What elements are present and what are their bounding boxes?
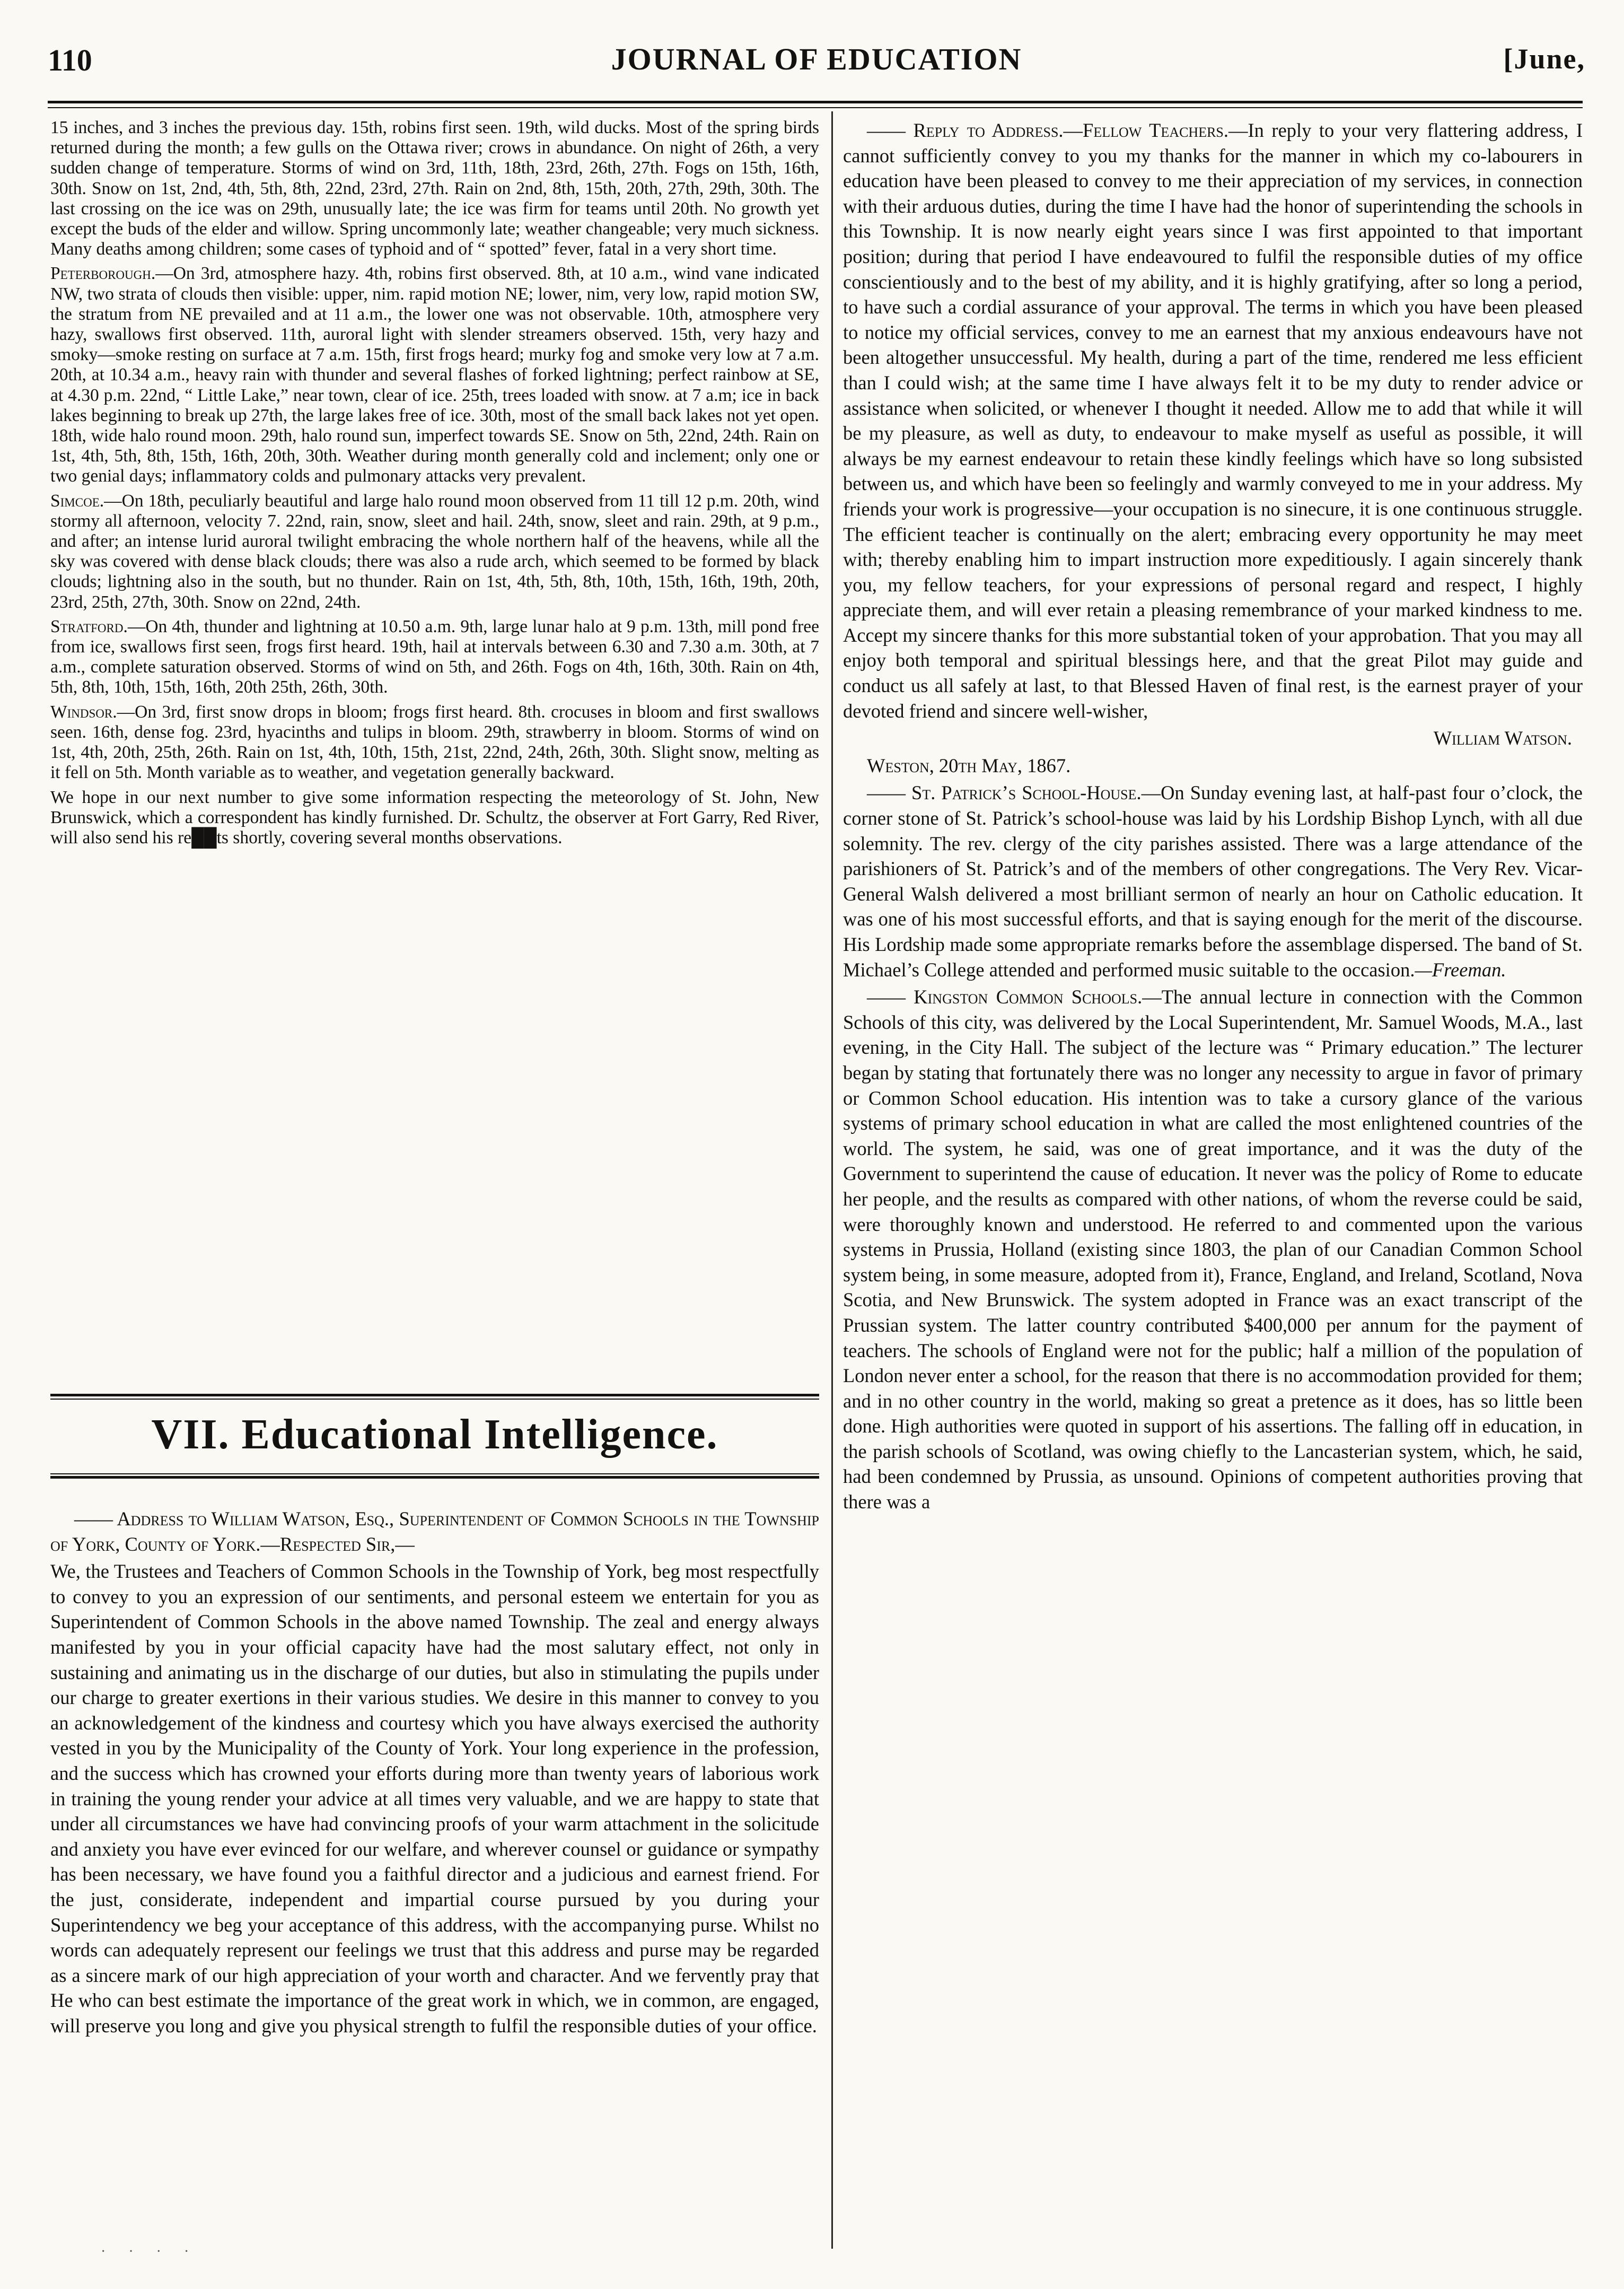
right-column	[843, 118, 1583, 2260]
reply-article	[843, 118, 1583, 723]
address-paragraph	[50, 1506, 819, 1557]
station-name: Simcoe.	[50, 491, 104, 511]
page-header	[48, 37, 1585, 95]
address-heading: —— Address to William Watson, Esq., Superintendent of Common Schools in the Township of York, County of York.—Respected Sir,—	[50, 1508, 819, 1555]
reply-dateline: Weston, 20th May, 1867.	[867, 754, 1071, 776]
st-patrick-heading: —— St. Patrick’s School-House.	[867, 782, 1142, 804]
station-text: —On 4th, thunder and lightning at 10.50 a.m. 9th, large lunar halo at 9 p.m. 13th, mill pond free from ice, swallows first seen, frogs first heard. 19th, hail at intervals between 6.30 and 7.30 a.m. 30th, at 7 a.m., complete saturation observed. Storms of wind on 5th, and 26th. Fogs on 4th, 16th, 30th. Rain on 4th, 5th, 8th, 10th, 15th, 16th, 20th 25th, 26th, 30th.	[50, 616, 819, 697]
address-body: We, the Trustees and Teachers of Common Schools in the Township of York, beg most respectfully to convey to you an expression of our sentiments, and personal esteem we entertain for you as Superintendent of Common Schools in the above named Township. The zeal and energy always manifested by you in your official capacity have had the most salutary effect, not only in sustaining and animating us in the discharge of our duties, but also in stimulating the pupils under our charge to greater exertions in their various studies. We desire in this manner to convey to you an acknowledgement of the kindness and courtesy which you have always exercised the authority vested in you by the Municipality of the County of York. Your long experience in the profession, and the success which has crowned your efforts during more than twenty years of laborious work in training the young render your advice at all times very valuable, and we are happy to state that under all circumstances we have had convincing proofs of your warm attachment in the solicitude and anxiety you have ever evinced for our welfare, and wherever counsel or guidance or sympathy has been necessary, we have found you a faithful director and a judicious and earnest friend. For the just, considerate, independent and impartial course pursued by you during your Superintendency we beg your acceptance of this address, with the accompanying purse. Whilst no words can adequately represent our feelings we trust that this address and purse may be regarded as a sincere mark of our high appreciation of your worth and character. And we fervently pray that He who can best estimate the importance of the great work in which, we in common, are engaged, will preserve you long and give you physical strength to fulfil the responsible duties of your office.	[50, 1560, 819, 2037]
meteorology-closing: We hope in our next number to give some information respecting the meteorology of St. John, New Brunswick, which a correspondent has kindly furnished. Dr. Schultz, the observer at Fort Garry, Red River, will also send his re██ts shortly, covering several months observations.	[50, 787, 819, 848]
column-divider	[831, 111, 833, 2249]
section-rule-bottom	[50, 1473, 819, 1479]
meteorology-section	[50, 118, 819, 1385]
header-rule	[48, 101, 1583, 108]
address-article	[50, 1506, 819, 2270]
reply-heading: —— Reply to Address.—Fellow Teachers.	[867, 119, 1229, 141]
kingston-article	[843, 984, 1583, 1514]
stratford-report	[50, 617, 819, 698]
st-patrick-article	[843, 780, 1583, 982]
kingston-heading: —— Kingston Common Schools.	[867, 986, 1143, 1008]
st-patrick-body: —On Sunday evening last, at half-past four o’clock, the corner stone of St. Patrick’s school-house was laid by his Lordship Bishop Lynch, with all due solemnity. The rev. clergy of the city parishes assisted. There was a large attendance of the parishioners of St. Patrick’s and of the members of other congregations. The Very Rev. Vicar-General Walsh delivered a most brilliant sermon of nearly an hour on Catholic education. It was one of his most successful efforts, and that is saying enough for the merit of the discourse. His Lordship made some appropriate remarks before the assemblage dispersed. The band of St. Michael’s College attended and performed music suitable to the occasion.	[843, 782, 1583, 981]
section-rule-top	[50, 1394, 819, 1400]
journal-title: JOURNAL OF EDUCATION	[611, 42, 1022, 76]
station-name: Windsor.	[50, 702, 117, 722]
page-speckle: · · · ·	[101, 2243, 199, 2260]
station-text: —On 3rd, atmosphere hazy. 4th, robins first observed. 8th, at 10 a.m., wind vane indicated NW, two strata of clouds then visible: upper, nim. rapid motion NE; lower, nim, very low, rapid motion SW, the stratum from NE prevailed and at 11 a.m., the lower one was not observable. 10th, atmosphere very hazy, swallows first observed. 11th, auroral light with slender streamers observed. 15th, very hazy and smoky—smoke resting on surface at 7 a.m. 15th, first frogs heard; murky fog and smoke very low at 7 a.m. 20th, at 10.34 a.m., heavy rain with thunder and several flashes of forked lightning; perfect rainbow at SE, at 4.30 p.m. 22nd, “ Little Lake,” near town, clear of ice. 25th, trees loaded with snow. at 7 a.m; ice in back lakes beginning to break up 27th, the large lakes free of ice. 30th, most of the small back lakes not yet open. 18th, wide halo round moon. 29th, halo round sun, imperfect towards SE. Snow on 5th, 22nd, 24th. Rain on 1st, 4th, 5th, 8th, 15th, 16th, 20th, 30th. Weather during month generally cold and inclement; only one or two genial days; inflammatory colds and pulmonary attacks very prevalent.	[50, 264, 819, 486]
kingston-body: —The annual lecture in connection with the Common Schools of this city, was delivered by the Local Superintendent, Mr. Samuel Woods, M.A., last evening, in the City Hall. The subject of the lecture was “ Primary education.” The lecturer began by stating that fortunately there was no longer any necessity to argue in favor of primary or Common School education. His intention was to take a cursory glance of the various systems of primary school education in what are called the most enlightened countries of the world. The system, he said, was one of great importance, and it was the duty of the Government to superintend the cause of education. It never was the policy of Rome to educate her people, and the results as compared with other nations, of whom the reverse could be said, were thoroughly known and understood. He referred to and commented upon the various systems in Prussia, Holland (existing since 1803, the plan of our Canadian Common School system being, in some measure, adopted from it), France, England, and Ireland, Scotland, Nova Scotia, and New Brunswick. The system adopted in France was an exact transcript of the Prussian system. The latter country contributed $400,000 per annum for the payment of teachers. The schools of England were not for the public; half a million of the population of London never enter a school, for the reason that there is no accommodation provided for them; and in no other country in the world, making so great a pretence as it does, has so little been done. High authorities were quoted in support of his assertions. The falling off in education, in the parish schools of Scotland, was owing chiefly to the Lancasterian system, which, he said, had been condemned by Prussia, as unsound. Opinions of competent authorities proving that there was a	[843, 986, 1583, 1513]
reply-body: —In reply to your very flattering address, I cannot sufficiently convey to you my thanks for the manner in which my co-labourers in education have been pleased to convey to me their appreciation of my services, in connection with their arduous duties, during the time I have had the honor of superintending the schools in this Township. It is now nearly eight years since I was first appointed to that important position; during that period I have endeavoured to fulfil the responsible duties of my office conscientiously and to the best of my ability, and it is highly gratifying, after so long a period, to have such a cordial assurance of your approval. The terms in which you have been pleased to notice my official services, convey to me an earnest that my anxious endeavours have not been altogether unsuccessful. My health, during a part of the time, rendered me less efficient than I could wish; at the same time I have always felt it to be my duty to render advice or assistance when solicited, or whenever I thought it needed. Allow me to add that while it will be my pleasure, as well as duty, to endeavour to make myself as useful as possible, it will always be my earnest endeavour to retain these kindly feelings which have so long subsisted between us, and which have been so feelingly and warmly conveyed to me in your address. My friends your work is progressive—your occupation is no sinecure, it is one continuous struggle. The efficient teacher is continually on the alert; embracing every opportunity he may meet with; thereby enabling him to impart instruction more expeditiously. I again sincerely thank you, my fellow teachers, for your expressions of personal regard and respect, I highly appreciate them, and will ever retain a pleasing remembrance of your marked kindness to me. Accept my sincere thanks for this more substantial token of your approbation. That you may all enjoy both temporal and spiritual blessings here, and that the great Pilot may guide and conduct us all safely at last, to that Blessed Haven of final rest, is the earnest prayer of your devoted friend and sincere well-wisher,	[843, 119, 1583, 722]
meteorology-continuation: 15 inches, and 3 inches the previous day. 15th, robins first seen. 19th, wild ducks. Most of the spring birds returned during the month; a few gulls on the Ottawa river; crows in abundance. On night of 26th, a very sudden change of temperature. Storms of wind on 3rd, 11th, 18th, 23rd, 26th, 27th. Fogs on 15th, 16th, 30th. Snow on 1st, 2nd, 4th, 5th, 8th, 22nd, 23rd, 27th. Rain on 2nd, 8th, 15th, 20th, 27th, 29th, 30th. The last crossing on the ice was on 29th, unusually late; the ice was firm for teams until 20th. No growth yet except the buds of the elder and willow. Spring uncommonly late; weather changeable; very much sickness. Many deaths among children; some cases of typhoid and of “ spotted” fever, fatal in a very short time.	[50, 118, 819, 259]
reply-signature: William Watson.	[1433, 727, 1572, 749]
simcoe-report	[50, 491, 819, 613]
st-patrick-source: —Freeman.	[1415, 958, 1506, 981]
windsor-report	[50, 702, 819, 783]
station-text: —On 18th, peculiarly beautiful and large halo round moon observed from 11 till 12 p.m. 20th, wind stormy all afternoon, velocity 7. 22nd, rain, snow, sleet and hail. 24th, snow, sleet and rain. 29th, at 9 p.m., and after; an intense lurid auroral twilight embracing the whole northern half of the heavens, while all the sky was covered with dense black clouds; there was also a rude arch, which seemed to be formed by black clouds; lightning also in the south, but no thunder. Rain on 1st, 4th, 5th, 8th, 10th, 15th, 16th, 19th, 20th, 23rd, 25th, 27th, 30th. Snow on 22nd, 24th.	[50, 491, 819, 612]
station-name: Peterborough.	[50, 264, 156, 284]
section-heading: VII. Educational Intelligence.	[151, 1411, 718, 1458]
peterborough-report	[50, 264, 819, 486]
page-number: 110	[48, 43, 92, 77]
station-text: —On 3rd, first snow drops in bloom; frogs first heard. 8th. crocuses in bloom and first swallows seen. 16th, dense fog. 23rd, hyacinths and tulips in bloom. 29th, strawberry in bloom. Storms of wind on 1st, 4th, 20th, 25th, 26th. Rain on 1st, 4th, 10th, 15th, 21st, 22nd, 24th, 26th, 30th. Slight snow, melting as it fell on 5th. Month variable as to weather, and vegetation generally backward.	[50, 702, 819, 783]
header-month: [June,	[1503, 43, 1585, 75]
station-name: Stratford.	[50, 616, 128, 636]
